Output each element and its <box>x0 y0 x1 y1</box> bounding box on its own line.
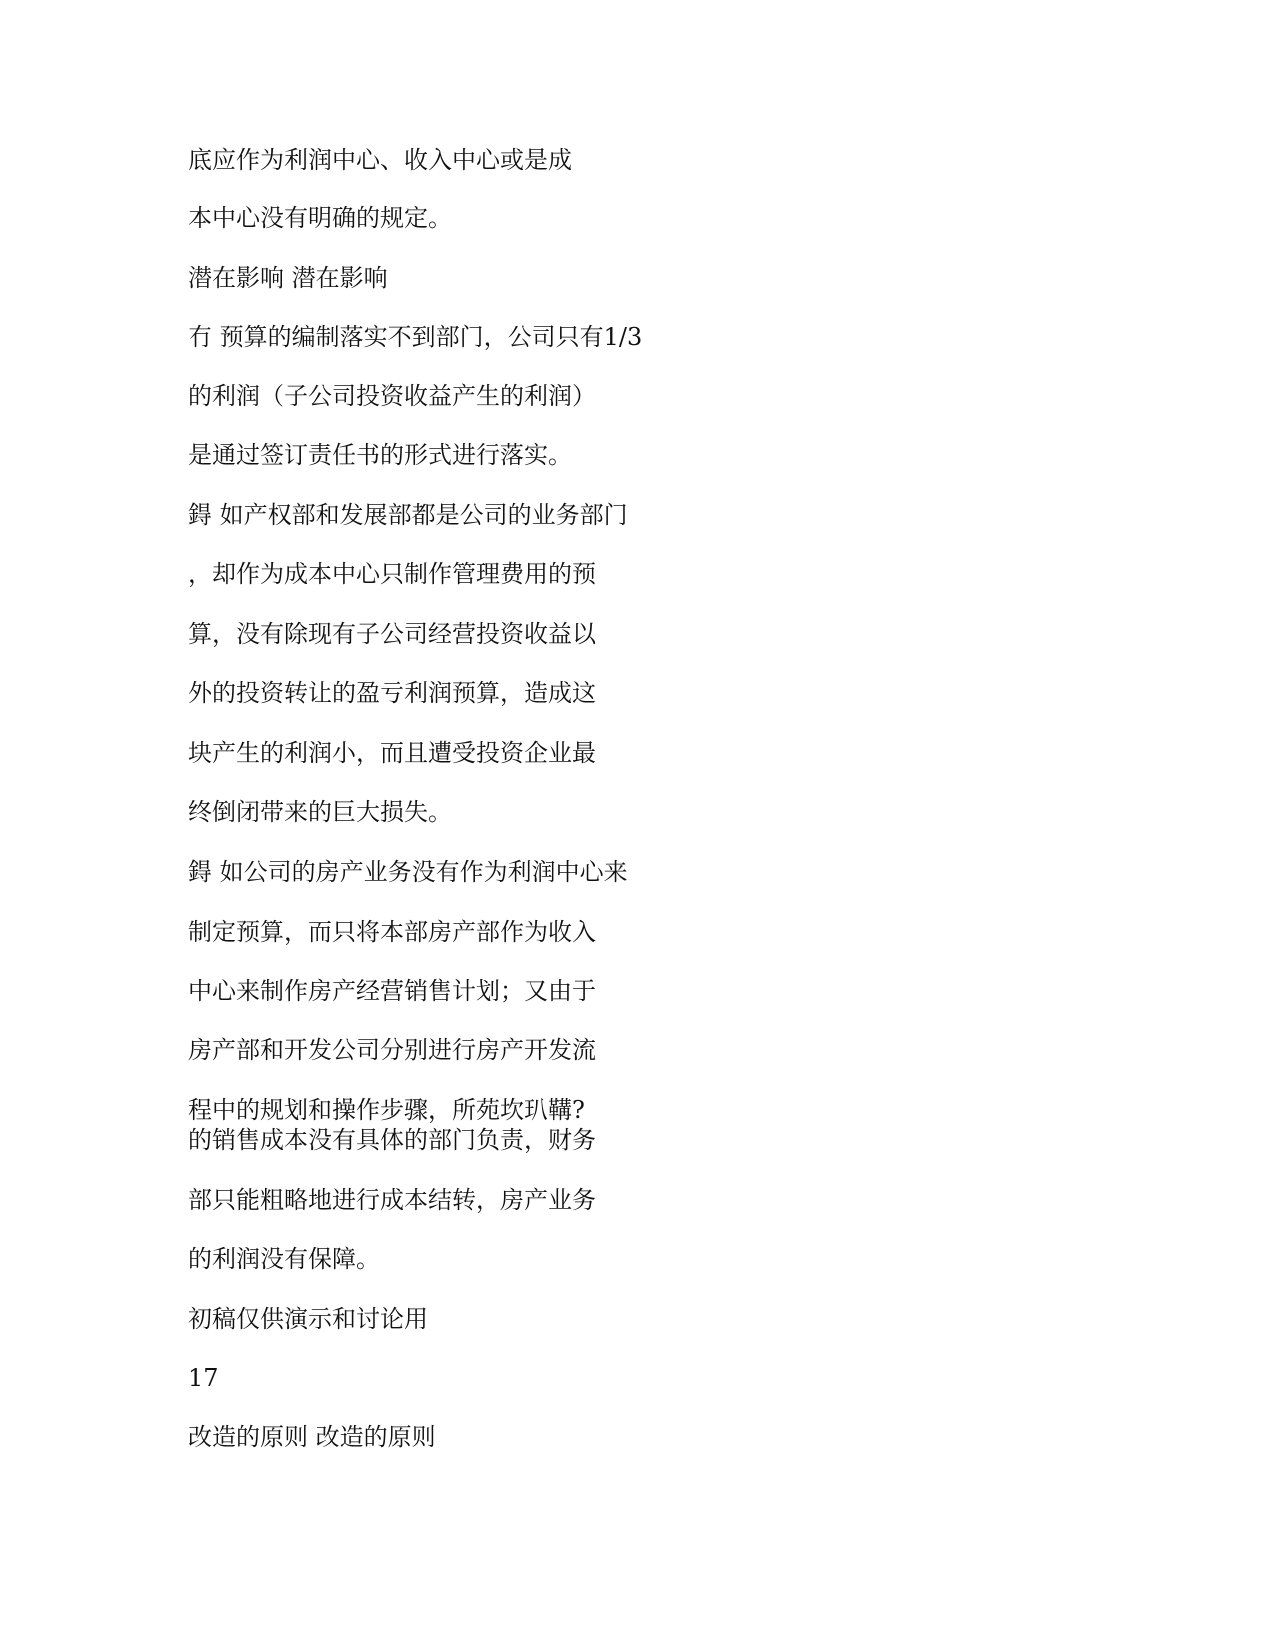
text-line: 程中的规划和操作步骤，所苑坎玐鞲? <box>188 1096 585 1124</box>
text-line: 部只能粗略地进行成本结转，房产业务 <box>188 1186 596 1214</box>
text-line: ，却作为成本中心只制作管理费用的预 <box>188 560 596 588</box>
text-line: 的利润（子公司投资收益产生的利润） <box>188 382 596 410</box>
section-heading: 潜在影响 潜在影响 <box>188 264 388 292</box>
text-line: 是通过签订责任书的形式进行落实。 <box>188 441 572 469</box>
page-number: 17 <box>188 1364 219 1392</box>
text-line: 房产部和开发公司分别进行房产开发流 <box>188 1036 596 1064</box>
text-line: 的利润没有保障。 <box>188 1245 380 1273</box>
text-line: 块产生的利润小，而且遭受投资企业最 <box>188 739 596 767</box>
text-line: 的销售成本没有具体的部门负责，财务 <box>188 1126 596 1154</box>
text-line: 底应作为利润中心、收入中心或是成 <box>188 146 572 174</box>
text-line: 制定预算，而只将本部房产部作为收入 <box>188 918 596 946</box>
section-heading: 改造的原则 改造的原则 <box>188 1423 436 1451</box>
text-line: 中心来制作房产经营销售计划；又由于 <box>188 977 596 1005</box>
bullet-paragraph-line: 冇 预算的编制落实不到部门，公司只有1/3 <box>188 323 643 351</box>
text-line: 终倒闭带来的巨大损失。 <box>188 798 452 826</box>
bullet-paragraph-line: 鍀 如产权部和发展部都是公司的业务部门 <box>188 501 628 529</box>
text-line: 外的投资转让的盈亏利润预算，造成这 <box>188 679 596 707</box>
draft-notice: 初稿仅供演示和讨论用 <box>188 1305 428 1333</box>
text-line: 算，没有除现有子公司经营投资收益以 <box>188 620 596 648</box>
text-line: 本中心没有明确的规定。 <box>188 204 452 232</box>
bullet-paragraph-line: 鍀 如公司的房产业务没有作为利润中心来 <box>188 858 628 886</box>
